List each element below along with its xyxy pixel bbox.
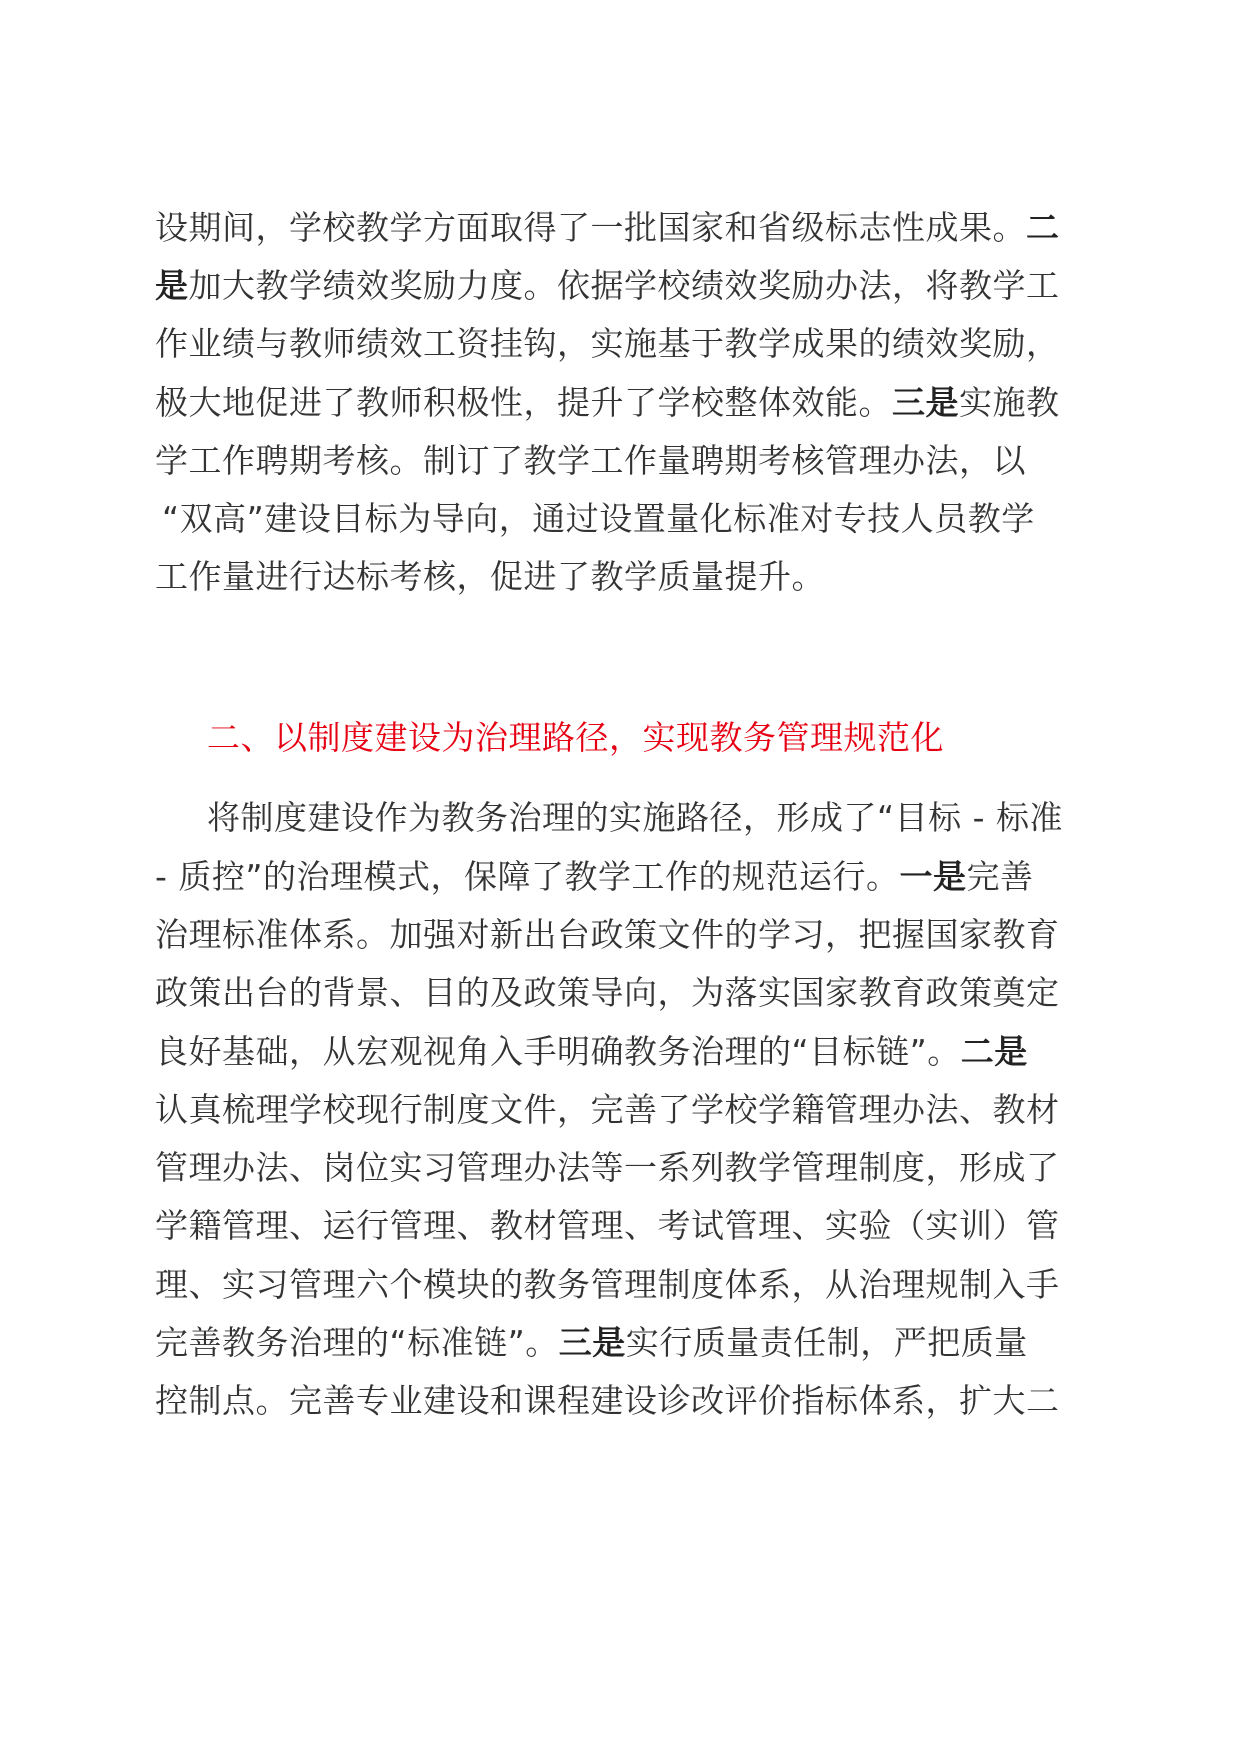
paragraph-2-line-1: 将制度建设作为教务治理的实施路径，形成了“目标 - 标准 [207, 798, 1063, 837]
bold-marker: 二 [1026, 208, 1060, 247]
paragraph-2-line-10 [155, 1323, 1028, 1363]
paragraph-2-line-8: 学籍管理、运行管理、教材管理、考试管理、实验（实训）管 [155, 1206, 1060, 1245]
text-run: 实行质量责任制，严把质量 [625, 1323, 1028, 1362]
bold-marker: 一是 [899, 857, 967, 896]
bold-marker: 三是 [892, 383, 959, 422]
paragraph-1-line-7: 工作量进行达标考核，促进了教学质量提升。 [155, 557, 825, 596]
bold-marker: 是 [155, 266, 189, 305]
paragraph-2-line-9: 理、实习管理六个模块的教务管理制度体系，从治理规制入手 [155, 1265, 1060, 1304]
text-run: 完善 [966, 857, 1034, 896]
paragraph-2-line-4: 政策出台的背景、目的及政策导向，为落实国家教育政策奠定 [155, 973, 1060, 1012]
paragraph-1-line-6: “双高”建设目标为导向，通过设置量化标准对专技人员教学 [162, 499, 1035, 538]
text-run: 实施教 [959, 383, 1060, 422]
text-run: 良好基础，从宏观视角入手明确教务治理的“目标链”。 [155, 1032, 961, 1071]
text-run: 设期间，学校教学方面取得了一批国家和省级标志性成果。 [155, 208, 1026, 247]
paragraph-2-line-6: 认真梳理学校现行制度文件，完善了学校学籍管理办法、教材 [155, 1090, 1060, 1129]
text-run: 极大地促进了教师积极性，提升了学校整体效能。 [155, 383, 892, 422]
bold-marker: 二是 [960, 1032, 1028, 1071]
paragraph-1-line-2 [155, 266, 1060, 306]
paragraph-1-line-5: 学工作聘期考核。制订了教学工作量聘期考核管理办法，以 [155, 441, 1026, 480]
text-run: - 质控”的治理模式，保障了教学工作的规范运行。 [155, 857, 900, 896]
text-run: 完善教务治理的“标准链”。 [155, 1323, 559, 1362]
paragraph-2-line-11: 控制点。完善专业建设和课程建设诊改评价指标体系，扩大二 [155, 1381, 1060, 1420]
bold-marker: 三是 [558, 1323, 626, 1362]
paragraph-2-line-3: 治理标准体系。加强对新出台政策文件的学习，把握国家教育 [155, 915, 1060, 954]
paragraph-2-line-2 [155, 857, 1034, 897]
paragraph-1-line-1 [155, 208, 1060, 248]
paragraph-2-line-5 [155, 1032, 1028, 1072]
text-run: 加大教学绩效奖励力度。依据学校绩效奖励办法，将教学工 [188, 266, 1060, 305]
paragraph-1-line-3: 作业绩与教师绩效工资挂钩，实施基于教学成果的绩效奖励， [155, 324, 1060, 363]
section-heading: 二、以制度建设为治理路径，实现教务管理规范化 [207, 718, 944, 757]
paragraph-2-line-7: 管理办法、岗位实习管理办法等一系列教学管理制度，形成了 [155, 1148, 1060, 1187]
paragraph-1-line-4 [155, 383, 1060, 423]
